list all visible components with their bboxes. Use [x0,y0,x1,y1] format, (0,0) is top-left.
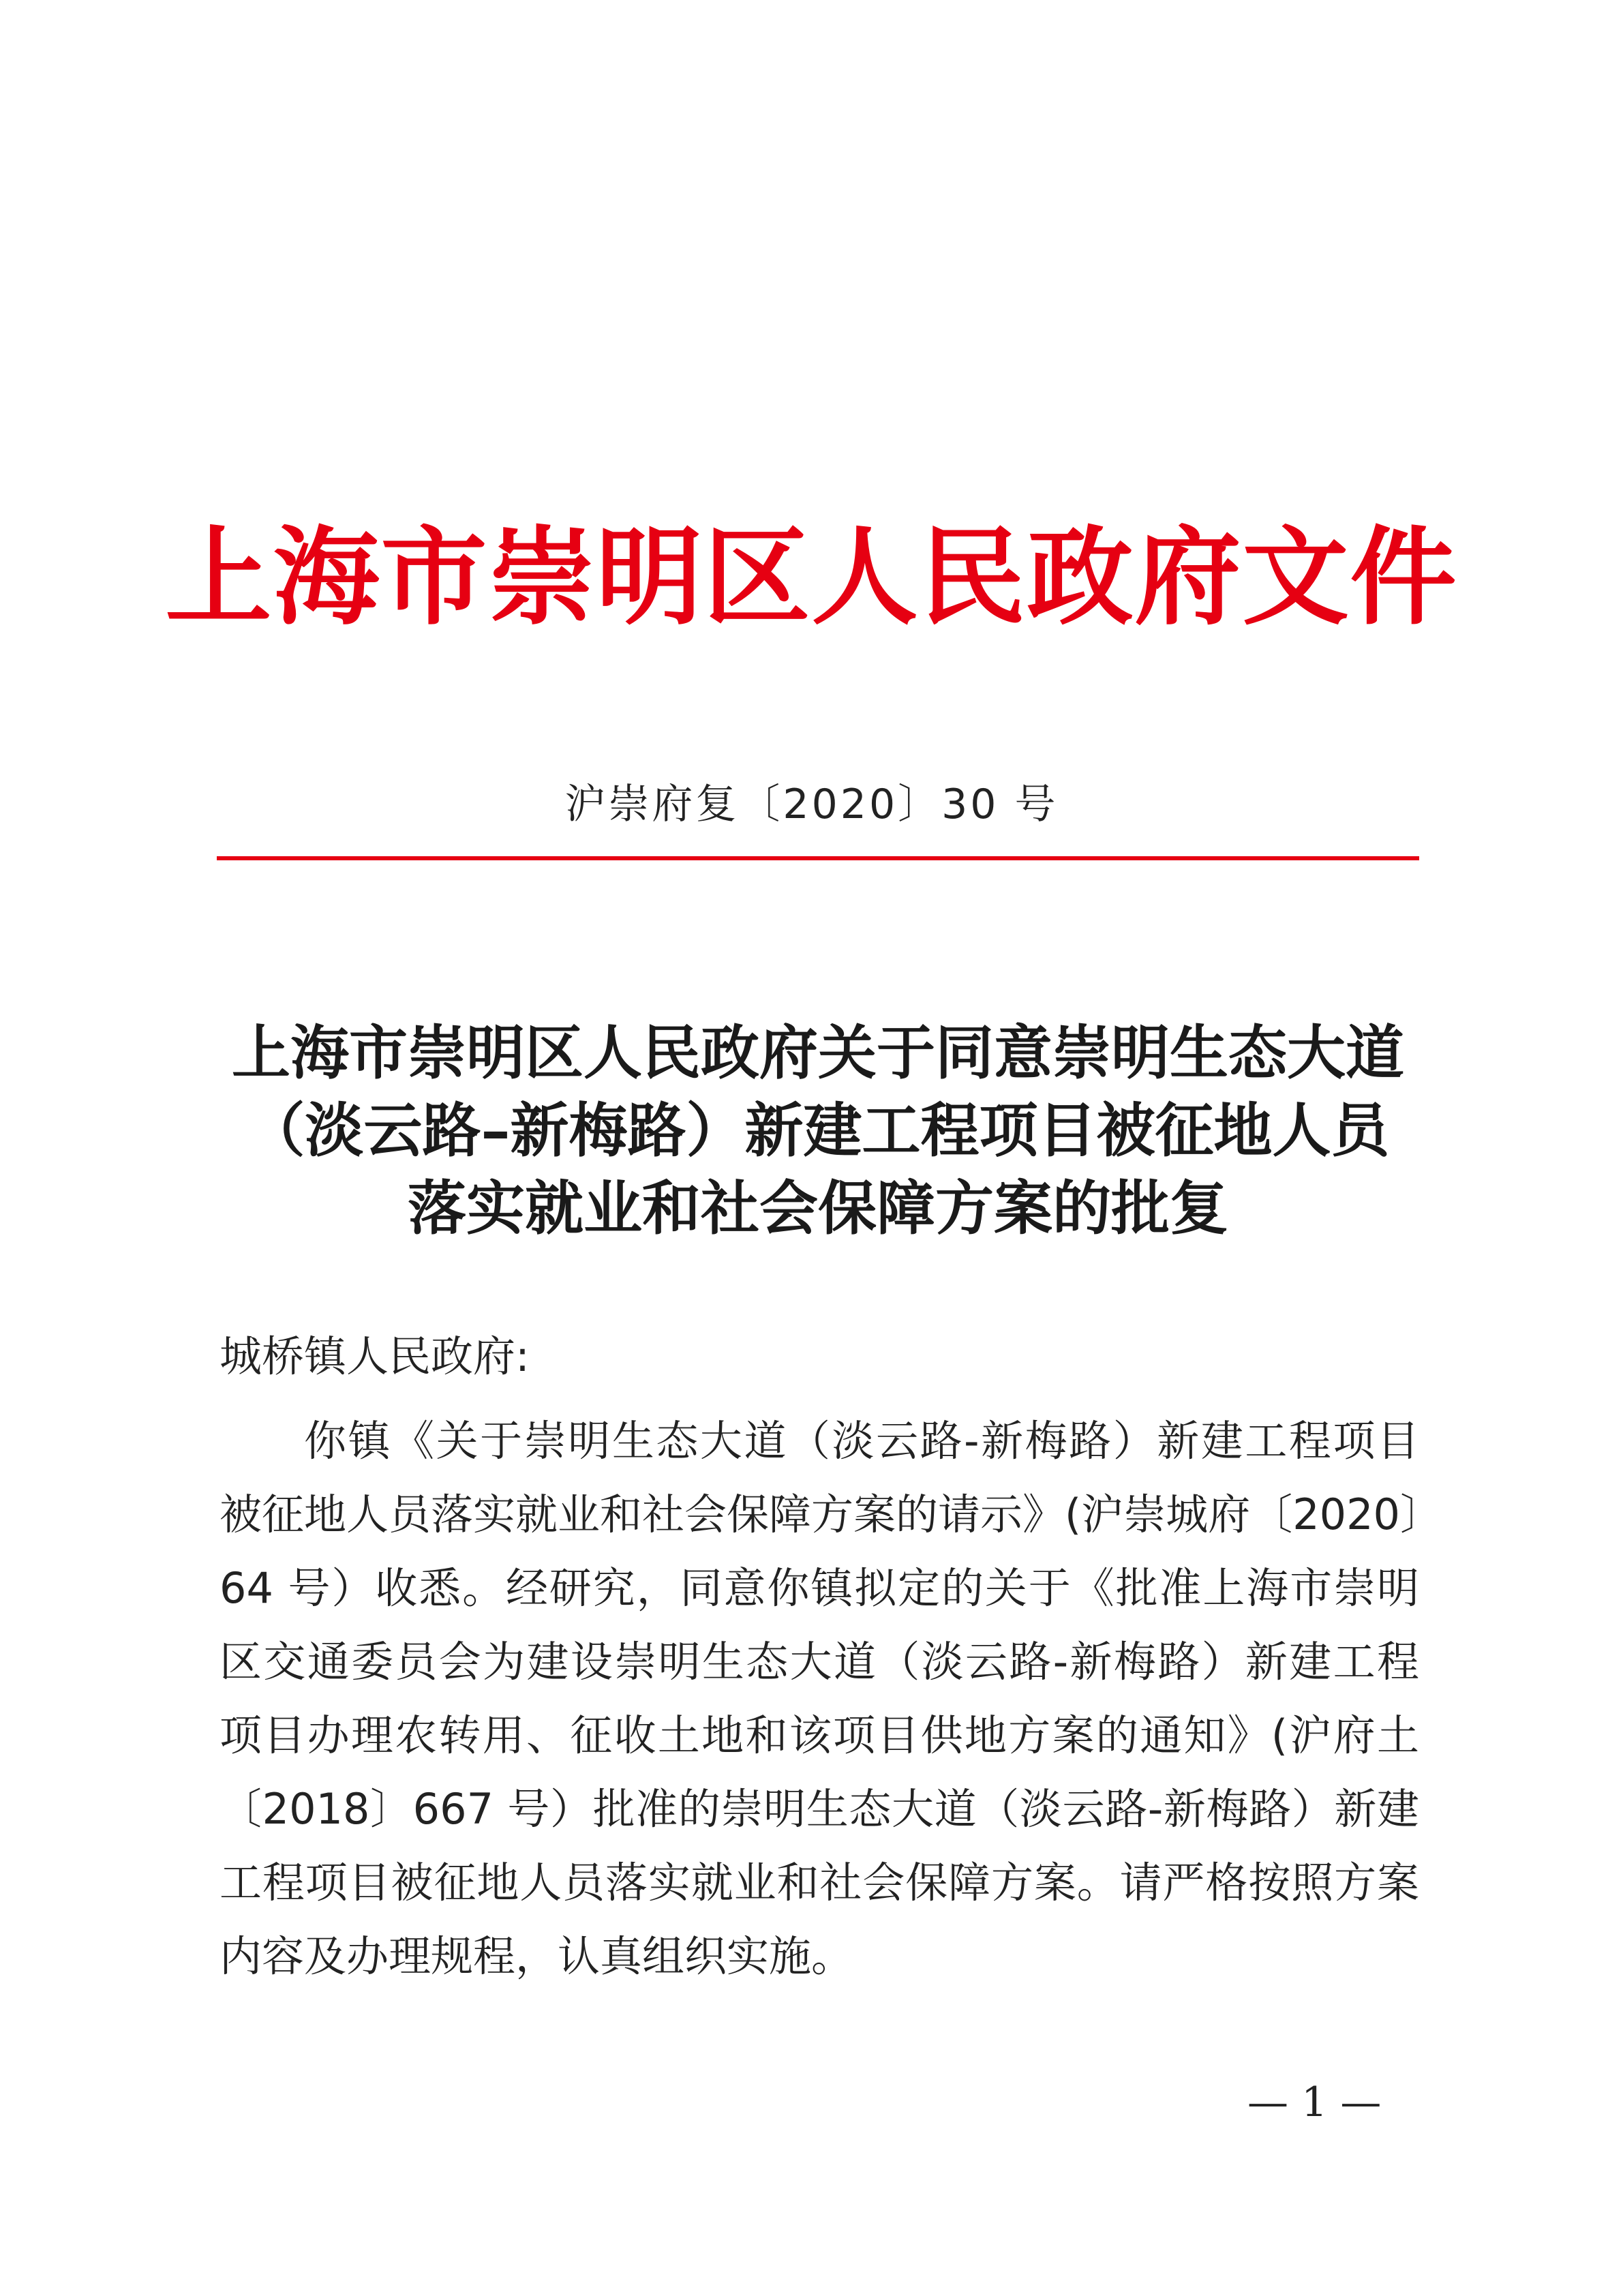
body-paragraph [219,1404,1442,1993]
body-line: 你镇《关于崇明生态大道（淡云路-新梅路）新建工程项目 [304,1416,1419,1466]
body-line: 区交通委员会为建设崇明生态大道（淡云路-新梅路）新建工程 [219,1637,1419,1687]
document-title-line: 落实就业和社会保障方案的批复 [408,1174,1228,1243]
body-line: 内容及办理规程，认真组织实施。 [219,1931,854,1981]
body-line: 〔2018〕667 号）批准的崇明生态大道（淡云路-新梅路）新建 [219,1784,1419,1834]
document-title [204,1014,1431,1248]
document-title-line: 上海市崇明区人民政府关于同意崇明生态大道 [232,1018,1404,1087]
body-line: 项目办理农转用、征收土地和该项目供地方案的通知》(沪府土 [219,1710,1419,1760]
body-line: 工程项目被征地人员落实就业和社会保障方案。请严格按照方案 [219,1858,1419,1907]
document-title-line: （淡云路–新梅路）新建工程项目被征地人员 [246,1096,1390,1165]
body-line: 被征地人员落实就业和社会保障方案的请示》(沪崇城府〔2020〕 [219,1490,1442,1539]
body-line: 64 号）收悉。经研究，同意你镇拟定的关于《批准上海市崇明 [219,1563,1419,1613]
salutation: 城桥镇人民政府: [219,1331,530,1381]
document-number: 沪崇府复〔2020〕30 号 [564,781,1059,828]
red-divider-line [217,856,1419,860]
issuer-header-title: 上海市崇明区人民政府文件 [165,515,1458,639]
page-number: — 1 — [1247,2079,1382,2126]
